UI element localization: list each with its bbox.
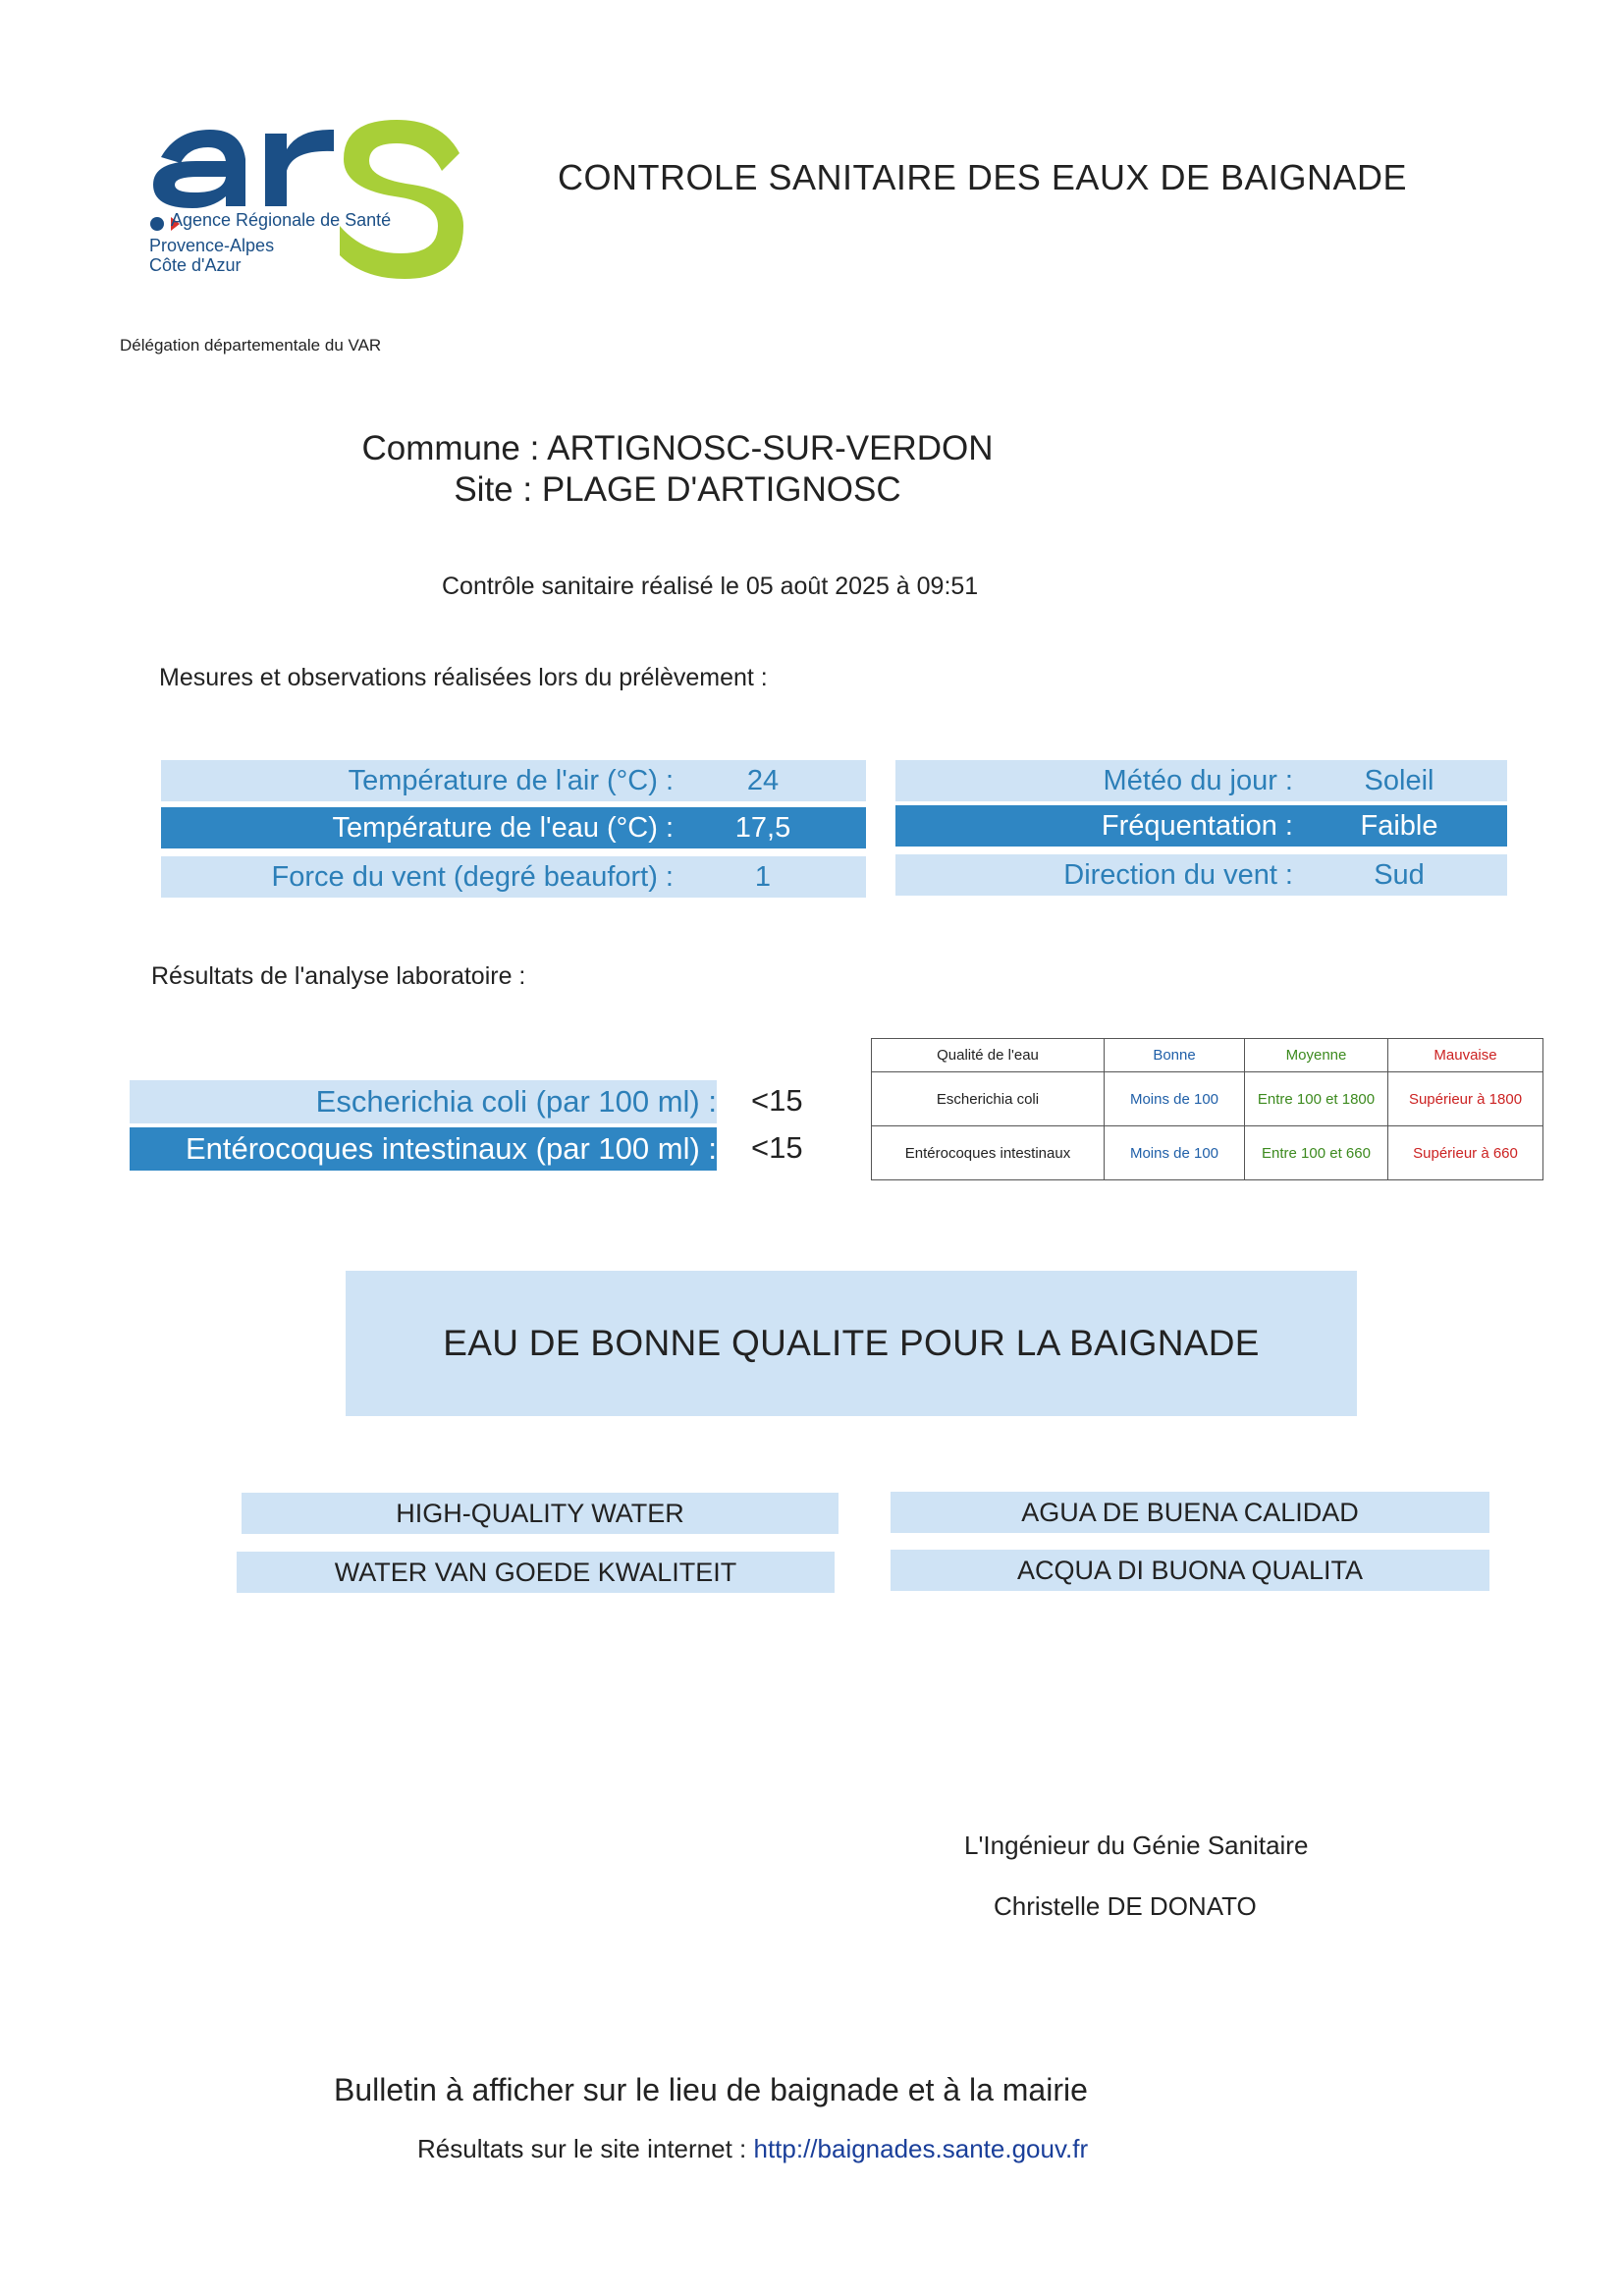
lab-results-title: Résultats de l'analyse laboratoire : bbox=[151, 962, 526, 990]
measure-label: Météo du jour : bbox=[1103, 764, 1293, 796]
results-line bbox=[417, 2134, 1088, 2164]
measure-value: Sud bbox=[1374, 858, 1425, 891]
measure-row-water-temp bbox=[161, 807, 866, 848]
table-header-row bbox=[872, 1039, 1543, 1072]
site-block bbox=[0, 428, 1355, 511]
measure-value: Faible bbox=[1360, 809, 1438, 842]
site-line bbox=[0, 469, 1355, 511]
control-date: Contrôle sanitaire réalisé le 05 août 2025 à 09:51 bbox=[442, 573, 979, 600]
measure-value: 17,5 bbox=[734, 811, 791, 844]
measure-row-weather bbox=[895, 760, 1507, 801]
table-row bbox=[872, 1072, 1543, 1126]
lab-row-enterococci bbox=[130, 1127, 717, 1171]
commune-label: Commune : bbox=[361, 429, 548, 467]
translation-nl: WATER VAN GOEDE KWALITEIT bbox=[237, 1552, 835, 1593]
table-cell: Moins de 100 bbox=[1105, 1072, 1245, 1126]
lab-label: Escherichia coli (par 100 ml) : bbox=[315, 1084, 717, 1119]
table-cell: Supérieur à 660 bbox=[1388, 1126, 1543, 1180]
quality-reference-table bbox=[871, 1038, 1543, 1180]
measure-label: Force du vent (degré beaufort) : bbox=[271, 860, 674, 893]
table-header-cell: Qualité de l'eau bbox=[872, 1039, 1105, 1072]
table-cell: Supérieur à 1800 bbox=[1388, 1072, 1543, 1126]
table-cell: Entre 100 et 1800 bbox=[1245, 1072, 1388, 1126]
translation-es: AGUA DE BUENA CALIDAD bbox=[891, 1492, 1489, 1533]
lab-value-enterococci: <15 bbox=[751, 1130, 803, 1165]
water-quality-verdict: EAU DE BONNE QUALITE POUR LA BAIGNADE bbox=[346, 1271, 1357, 1416]
measure-value: 1 bbox=[754, 860, 772, 893]
logo-agency-name: Agence Régionale de Santé bbox=[171, 210, 392, 230]
delegation-label: Délégation départementale du VAR bbox=[120, 336, 382, 355]
site-label: Site : bbox=[454, 470, 542, 509]
commune-line bbox=[0, 428, 1355, 469]
table-cell: Escherichia coli bbox=[872, 1072, 1105, 1126]
measure-label: Température de l'eau (°C) : bbox=[332, 811, 674, 844]
measure-row-wind-direction bbox=[895, 854, 1507, 896]
measure-row-attendance bbox=[895, 805, 1507, 847]
commune-value: ARTIGNOSC-SUR-VERDON bbox=[547, 429, 994, 467]
measure-label: Température de l'air (°C) : bbox=[348, 764, 674, 796]
signer-role: L'Ingénieur du Génie Sanitaire bbox=[964, 1831, 1309, 1860]
ars-logo bbox=[147, 116, 481, 293]
logo-region-line1: Provence-Alpes bbox=[149, 236, 275, 255]
measure-label: Direction du vent : bbox=[1063, 858, 1293, 891]
table-cell: Entre 100 et 660 bbox=[1245, 1126, 1388, 1180]
results-website-link[interactable]: http://baignades.sante.gouv.fr bbox=[753, 2134, 1089, 2163]
bulletin-notice: Bulletin à afficher sur le lieu de baignade et à la mairie bbox=[334, 2072, 1088, 2107]
signer-name: Christelle DE DONATO bbox=[994, 1891, 1257, 1921]
table-row bbox=[872, 1126, 1543, 1180]
lab-row-ecoli bbox=[130, 1080, 717, 1123]
measure-label: Fréquentation : bbox=[1101, 809, 1293, 842]
table-header-cell: Mauvaise bbox=[1388, 1039, 1543, 1072]
logo-region-line2: Côte d'Azur bbox=[149, 255, 242, 275]
table-header-cell: Bonne bbox=[1105, 1039, 1245, 1072]
table-header-cell: Moyenne bbox=[1245, 1039, 1388, 1072]
lab-value-ecoli: <15 bbox=[751, 1083, 803, 1118]
measure-row-wind-force bbox=[161, 856, 866, 898]
lab-label: Entérocoques intestinaux (par 100 ml) : bbox=[185, 1131, 717, 1166]
table-cell: Moins de 100 bbox=[1105, 1126, 1245, 1180]
translation-en: HIGH-QUALITY WATER bbox=[242, 1493, 839, 1534]
measurements-title: Mesures et observations réalisées lors du prélèvement : bbox=[159, 664, 768, 691]
table-cell: Entérocoques intestinaux bbox=[872, 1126, 1105, 1180]
results-prefix: Résultats sur le site internet : bbox=[417, 2134, 754, 2163]
translation-it: ACQUA DI BUONA QUALITA bbox=[891, 1550, 1489, 1591]
measure-value: 24 bbox=[746, 764, 780, 796]
measure-row-air-temp bbox=[161, 760, 866, 801]
measure-value: Soleil bbox=[1364, 764, 1434, 796]
document-title: CONTROLE SANITAIRE DES EAUX DE BAIGNADE bbox=[558, 157, 1408, 197]
site-value: PLAGE D'ARTIGNOSC bbox=[541, 470, 901, 509]
